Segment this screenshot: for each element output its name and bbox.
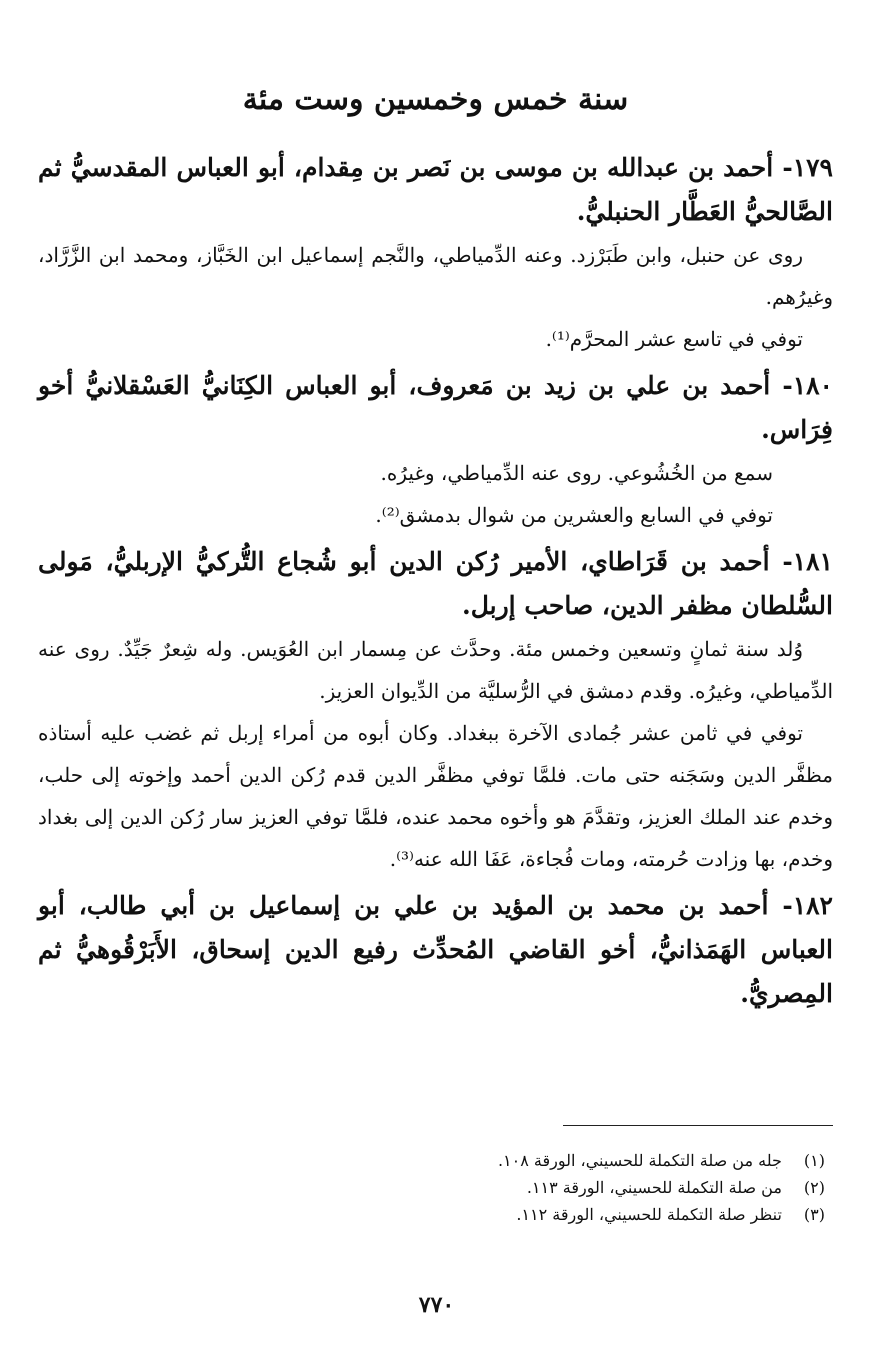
page-title: سنة خمس وخمسين وست مئة — [242, 82, 629, 117]
entry-179 — [38, 146, 833, 360]
entry-180 — [38, 364, 833, 536]
footnote-item — [38, 1174, 833, 1201]
entry-paragraph: سمع من الخُشُوعي. روى عنه الدِّمياطي، وغيرُه. — [380, 461, 773, 485]
footnote-text: جله من صلة التكملة للحسيني، الورقة ١٠٨. — [497, 1151, 782, 1170]
footnote-number: (١) — [803, 1151, 825, 1170]
footnote-item — [38, 1147, 833, 1174]
page-number: ٧٧٠ — [418, 1292, 455, 1318]
entry-paragraph: توفي في تاسع عشر المحرَّم⁽¹⁾. — [545, 327, 803, 351]
entry-paragraph: وُلد سنة ثمانٍ وتسعين وخمس مئة. وحدَّث عن مِسمار ابن العُوَيس. وله شِعرٌ جَيِّدٌ. روى عنه الدِّمياطي، وغيرُه. وقدم دمشق في الرُّسليَّة من الدِّيوان العزيز. — [38, 637, 833, 703]
footnote-divider — [563, 1125, 833, 1126]
footnote-list — [38, 1147, 833, 1228]
entry-heading: ١٨٠- أحمد بن علي بن زيد بن مَعروف، أبو العباس الكِنَانيُّ العَسْقلانيُّ أخو فِرَاس. — [38, 371, 833, 444]
footnote-item — [38, 1201, 833, 1228]
entry-paragraph: روى عن حنبل، وابن طَبَرْزد. وعنه الدِّمياطي، والنَّجم إسماعيل ابن الخَبَّاز، ومحمد ابن الزَّرَّاد، وغيرُهم. — [38, 243, 833, 309]
footnote-number: (٢) — [803, 1178, 825, 1197]
entry-182 — [38, 884, 833, 1016]
entry-paragraph: توفي في ثامن عشر جُمادى الآخرة ببغداد. وكان أبوه من أمراء إربل ثم غضب عليه أستاذه مظفَّر الدين وسَجَنه حتى مات. فلمَّا توفي مظفَّر الدين قدم رُكن الدين أحمد وإخوته إلى حلب، وخدم عند الملك العزيز، وتقدَّمَ هو وأخوه محمد عنده، فلمَّا توفي العزيز سار رُكن الدين إلى بغداد وخدم، بها وزادت حُرمته، ومات فُجاءة، عَفَا الله عنه⁽³⁾. — [38, 721, 833, 871]
entry-181 — [38, 540, 833, 880]
entry-heading: ١٨١- أحمد بن قَرَاطاي، الأمير رُكن الدين أبو شُجاع التُّركيُّ الإربليُّ، مَولى السُّلطان مظفر الدين، صاحب إربل. — [38, 547, 833, 620]
entry-heading: ١٧٩- أحمد بن عبدالله بن موسى بن نَصر بن مِقدام، أبو العباس المقدسيُّ ثم الصَّالحيُّ العَطَّار الحنبليُّ. — [38, 153, 833, 226]
page-body — [38, 70, 833, 1020]
footnote-text: من صلة التكملة للحسيني، الورقة ١١٣. — [526, 1178, 782, 1197]
entry-paragraph: توفي في السابع والعشرين من شوال بدمشق⁽²⁾. — [375, 503, 773, 527]
footnote-text: تنظر صلة التكملة للحسيني، الورقة ١١٢. — [516, 1205, 782, 1224]
entry-heading: ١٨٢- أحمد بن محمد بن المؤيد بن علي بن إسماعيل بن أبي طالب، أبو العباس الهَمَذانيُّ، أخو القاضي المُحدِّث رفيع الدين إسحاق، الأَبَرْقُوهيُّ ثم المِصريُّ. — [38, 891, 833, 1008]
footnote-number: (٣) — [803, 1205, 825, 1224]
